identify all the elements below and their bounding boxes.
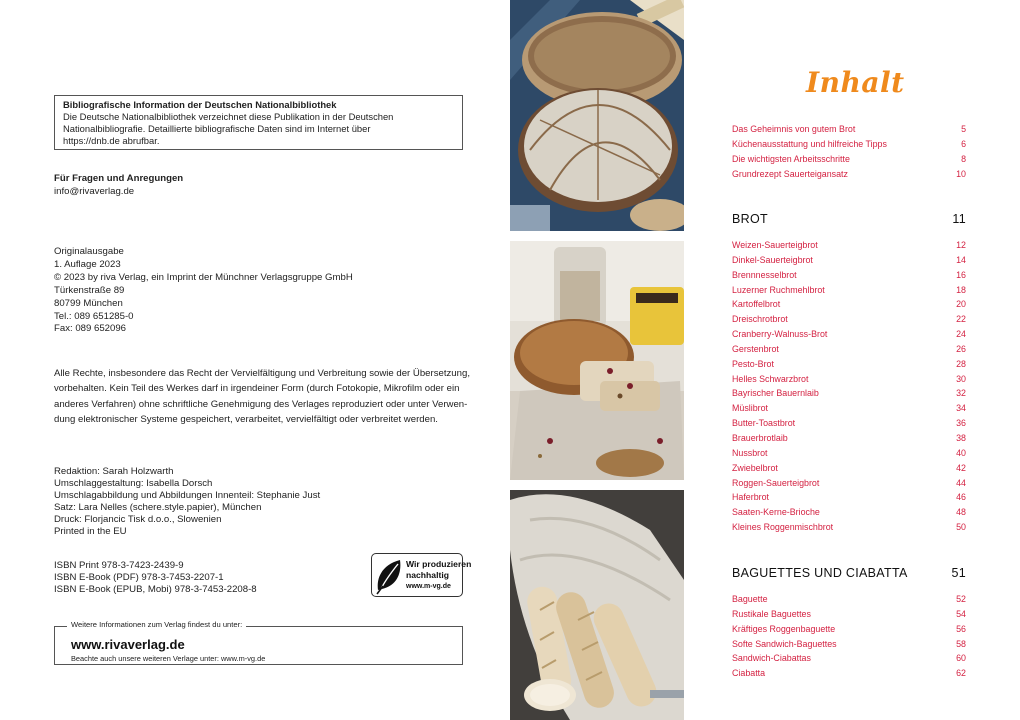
toc-entry-label: Das Geheimnis von gutem Brot [732,124,856,134]
toc-entry-page: 8 [961,153,966,164]
isbn-block [54,560,257,597]
toc-entry[interactable] [732,622,966,637]
bibliographic-info-line: https://dnb.de abrufbar. [63,135,160,146]
toc-entry[interactable] [732,651,966,666]
toc-title: Inhalt [806,66,905,99]
toc-entry-label: Helles Schwarzbrot [732,373,809,384]
credit-line: Redaktion: Sarah Holzwarth [54,466,174,477]
toc-entry-label: Kartoffelbrot [732,299,781,310]
toc-entry-page: 58 [956,638,966,649]
toc-entry-page: 54 [956,608,966,619]
toc-entry-label: Baguette [732,594,768,604]
toc-entry-page: 52 [956,594,966,604]
toc-entry[interactable] [732,386,966,401]
credit-line: Umschlagabbildung und Abbildungen Innenteil: Stephanie Just [54,490,321,501]
toc-entry-page: 32 [956,388,966,399]
isbn-line: ISBN Print 978-3-7423-2439-9 [54,560,184,571]
toc-entry-label: Die wichtigsten Arbeitsschritte [732,153,850,164]
toc-entry-label: Brauerbrotlaib [732,432,788,443]
toc-entry-page: 5 [961,124,966,134]
credits-block [54,466,320,538]
section-page: 11 [952,212,966,226]
toc-entry-label: Weizen-Sauerteigbrot [732,240,818,250]
sustainability-badge [371,553,472,597]
toc-entry-page: 10 [956,168,966,179]
isbn-line: ISBN E-Book (EPUB, Mobi) 978-3-7453-2208-8 [54,584,257,596]
rights-notice [54,366,470,428]
toc-entry[interactable] [732,372,966,387]
bibliographic-info-title: Bibliografische Information der Deutschen Nationalbibliothek [63,99,337,110]
toc-entry-page: 24 [956,329,966,340]
publication-line: 1. Auflage 2023 [54,258,121,270]
section-page: 51 [951,566,966,580]
toc-entry-page: 18 [956,284,966,295]
toc-entry-label: Dinkel-Sauerteigbrot [732,254,813,265]
toc-entry-label: Luzerner Ruchmehlbrot [732,284,825,295]
toc-entry-page: 22 [956,314,966,325]
photo-cranberry-bread [510,241,684,480]
toc-entry[interactable] [732,342,966,357]
toc-entry-page: 44 [956,477,966,488]
toc-entry-page: 60 [956,653,966,664]
toc-entry[interactable] [732,505,966,520]
isbn-line: ISBN E-Book (PDF) 978-3-7453-2207-1 [54,572,224,584]
credit-line: Druck: Florjancic Tisk d.o.o., Slowenien [54,514,222,525]
publication-line: Originalausgabe [54,246,124,257]
credit-line: Satz: Lara Nelles (schere.style.papier), München [54,502,262,513]
toc-entry-label: Roggen-Sauerteigbrot [732,477,820,488]
publication-line: Türkenstraße 89 [54,284,125,296]
toc-entry-label: Sandwich-Ciabattas [732,653,811,664]
section-title: BAGUETTES UND CIABATTA [732,566,908,580]
toc-entry[interactable] [732,152,966,167]
toc-entry[interactable] [732,238,966,253]
toc-entry[interactable] [732,327,966,342]
toc-entry-page: 56 [956,623,966,634]
publication-line: © 2023 by riva Verlag, ein Imprint der Münchner Verlagsgruppe GmbH [54,271,353,283]
section-title: BROT [732,212,768,226]
publication-line: Tel.: 089 651285-0 [54,310,134,322]
credit-line: Umschlaggestaltung: Isabella Dorsch [54,478,213,489]
rights-line: dung elektronischer Systeme gespeichert, verarbeitet, vervielfältigt oder verbreitet werden. [54,414,438,426]
toc-entry[interactable] [732,666,966,681]
bibliographic-info-line: Die Deutsche Nationalbibliothek verzeichnet diese Publikation in der Deutschen [63,111,394,122]
toc-entry[interactable] [732,490,966,505]
toc-entry-label: Nussbrot [732,447,768,458]
toc-entry-label: Zwiebelbrot [732,462,778,473]
toc-entry[interactable] [732,476,966,491]
toc-entry[interactable] [732,268,966,283]
publisher-web-box [54,620,463,665]
other-publishers-note: Beachte auch unsere weiteren Verlage unter: www.m-vg.de [71,654,266,663]
toc-entry[interactable] [732,637,966,652]
toc-entry-page: 16 [956,269,966,280]
publication-line: 80799 München [54,297,123,309]
badge-line-1: Wir produzieren [406,559,472,569]
toc-entry-page: 48 [956,507,966,518]
toc-section-heading[interactable] [732,566,966,580]
bibliographic-info-box [54,95,463,150]
toc-entry-page: 50 [956,522,966,533]
toc-entry-page: 62 [956,668,966,679]
toc-entry[interactable] [732,137,966,152]
rights-line: vorbehalten. Kein Teil des Werkes darf in irgendeiner Form (durch Fotokopie, Mikrofilm oder ein [54,383,460,395]
photo-baguettes [510,490,684,720]
toc-section-list-brot [732,238,966,535]
toc-entry[interactable] [732,431,966,446]
toc-entry[interactable] [732,357,966,372]
toc-entry-page: 30 [956,373,966,384]
toc-entry-label: Kräftiges Roggenbaguette [732,623,836,634]
toc-entry[interactable] [732,401,966,416]
contact-title: Für Fragen und Anregungen [54,173,184,184]
toc-section-list-baguettes [732,592,966,681]
toc-entry[interactable] [732,167,966,182]
toc-entry[interactable] [732,607,966,622]
toc-section-heading[interactable] [732,212,966,226]
toc-entry[interactable] [732,283,966,298]
toc-entry[interactable] [732,592,966,607]
toc-entry-label: Gerstenbrot [732,343,779,354]
toc-entry-label: Rustikale Baguettes [732,608,811,619]
toc-entry-page: 26 [956,343,966,354]
toc-entry-label: Grundrezept Sauerteigansatz [732,168,848,179]
toc-entry-page: 20 [956,299,966,310]
contact-block [54,172,183,198]
toc-intro-list [732,122,966,181]
toc-entry-page: 36 [956,418,966,429]
toc-entry-page: 34 [956,403,966,414]
toc-entry-page: 46 [956,492,966,503]
toc-entry-label: Cranberry-Walnuss-Brot [732,329,828,340]
toc-entry-label: Saaten-Kerne-Brioche [732,507,820,518]
rights-line: Alle Rechte, insbesondere das Recht der Vervielfältigung und Verbreitung sowie der Übersetzung, [54,368,470,379]
toc-entry[interactable] [732,122,966,137]
leaf-icon [374,556,406,596]
toc-entry-label: Dreischrotbrot [732,314,788,325]
toc-entry-label: Butter-Toastbrot [732,418,796,429]
toc-entry-page: 28 [956,358,966,369]
toc-entry-page: 42 [956,462,966,473]
toc-entry-label: Brennnesselbrot [732,269,797,280]
toc-entry[interactable] [732,520,966,535]
toc-entry-page: 38 [956,432,966,443]
toc-entry-page: 12 [956,240,966,250]
rights-line: anderes Verfahren) ohne schriftliche Genehmigung des Verlages reproduziert oder unter Verwen- [54,398,468,410]
credit-line: Printed in the EU [54,526,127,537]
toc-entry[interactable] [732,297,966,312]
toc-entry-label: Küchenausstattung und hilfreiche Tipps [732,138,887,149]
toc-entry-label: Haferbrot [732,492,769,503]
badge-line-2: nachhaltig [406,570,449,580]
toc-entry-label: Softe Sandwich-Baguettes [732,638,837,649]
toc-entry-page: 6 [961,138,966,149]
publication-line: Fax: 089 652096 [54,323,127,335]
toc-entry[interactable] [732,416,966,431]
toc-entry-page: 14 [956,254,966,265]
toc-entry[interactable] [732,461,966,476]
contact-email[interactable]: info@rivaverlag.de [54,186,135,197]
toc-entry[interactable] [732,253,966,268]
publication-info [54,246,353,336]
web-box-label: Weitere Informationen zum Verlag findest du unter: [67,620,246,629]
publisher-url[interactable]: www.rivaverlag.de [71,637,185,652]
toc-entry-label: Kleines Roggenmischbrot [732,522,834,533]
toc-entry-label: Bayrischer Bauernlaib [732,388,819,399]
badge-url: www.m-vg.de [406,583,451,590]
toc-entry[interactable] [732,312,966,327]
photo-sourdough-loaf [510,0,684,231]
bibliographic-info-line: Nationalbibliografie. Detaillierte bibliografische Daten sind im Internet über [63,123,371,134]
toc-entry-label: Müslibrot [732,403,769,414]
toc-entry[interactable] [732,446,966,461]
toc-entry-label: Ciabatta [732,668,766,679]
toc-entry-page: 40 [956,447,966,458]
toc-entry-label: Pesto-Brot [732,358,774,369]
